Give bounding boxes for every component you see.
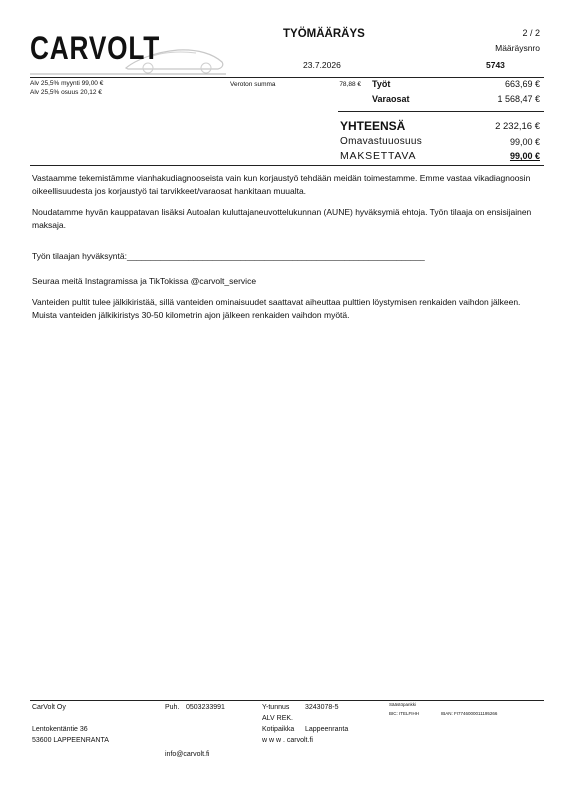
tax-free-sum-value: 78,88 € <box>339 81 361 88</box>
footer-ytunnus: 3243078-5 <box>305 704 339 711</box>
social-media-note: Seuraa meitä Instagramissa ja TikTokissa @carvolt_service <box>32 276 257 286</box>
wheel-bolt-notice: Vanteiden pultit tulee jälkikiristää, sillä vanteiden ominaisuudet saattavat aiheuttaa pulttien löystymisen renkaiden vaihdon jälkeen. Muista vanteiden jälkikiristys 30-50 kilometrin ajon jälkeen renkaiden vaihdon myötä. <box>32 297 521 320</box>
footer-ytunnus-label: Y-tunnus <box>262 704 290 711</box>
footer-vat-register: ALV REK. <box>262 715 293 722</box>
footer-domicile-label: Kotipaikka <box>262 726 295 733</box>
footer-postal: 53600 LAPPEENRANTA <box>32 737 109 744</box>
deductible-value: 99,00 € <box>509 137 540 147</box>
total-label: YHTEENSÄ <box>340 119 406 133</box>
parts-label: Varaosat <box>372 94 410 104</box>
total-value: 2 232,16 € <box>495 121 540 132</box>
document-title: TYÖMÄÄRÄYS <box>283 28 365 40</box>
vat-share-line: Alv 25,5% osuus 20,12 € <box>30 89 102 96</box>
footer-company: CarVolt Oy <box>32 704 66 711</box>
order-number-label: Määräysnro <box>495 43 540 53</box>
labor-label: Työt <box>372 79 391 89</box>
carvolt-logo <box>30 28 226 76</box>
footer-divider <box>30 700 544 701</box>
order-number: 5743 <box>486 60 505 70</box>
document-date: 23.7.2026 <box>303 60 341 70</box>
diagnosis-disclaimer: Vastaamme tekemistämme vianhakudiagnooseista vain kun korjaustyö tehdään meidän toimestamme. Emme vastaa vikadiagnoosin oikeellisuudesta jos korjaustyö tai tarvikkeet/varaosat hankitaan muualta. <box>32 173 531 196</box>
tax-free-sum-label: Veroton summa <box>230 81 276 88</box>
terms-paragraph: Noudatamme hyvän kauppatavan lisäksi Autoalan kuluttajaneuvottelukunnan (AUNE) hyväksymiä ehtoja. Työn tilaaja on ensisijainen maksaja. <box>32 207 532 230</box>
payable-value: 99,00 € <box>509 151 540 161</box>
vat-sales-line: Alv 25,5% myynti 99,00 € <box>30 80 104 87</box>
footer-website: w w w . carvolt.fi <box>262 737 313 744</box>
logo-text: CARVOLT <box>30 30 161 66</box>
summary-divider <box>30 165 544 166</box>
deductible-label: Omavastuuosuus <box>340 136 423 147</box>
footer-iban: IBAN: FI7746000011195266 <box>441 711 498 716</box>
customer-approval-line: Työn tilaajan hyväksyntä:_______________________________________________________________ <box>32 251 425 261</box>
page-number: 2 / 2 <box>522 28 540 38</box>
footer-phone-label: Puh. <box>165 704 180 711</box>
payable-label: MAKSETTAVA <box>340 150 417 162</box>
parts-value: 1 568,47 € <box>497 94 540 104</box>
footer-street: Lentokentäntie 36 <box>32 726 88 733</box>
labor-value: 663,69 € <box>504 79 540 89</box>
footer-domicile: Lappeenranta <box>305 726 349 733</box>
total-divider <box>338 111 544 112</box>
footer-bic: BIC: ITELFIHH <box>389 711 420 716</box>
footer-phone: 0503233991 <box>186 704 225 711</box>
footer-bank-name: Säästöpankki <box>389 702 417 707</box>
header-divider <box>30 77 544 78</box>
footer-email: info@carvolt.fi <box>165 751 210 758</box>
